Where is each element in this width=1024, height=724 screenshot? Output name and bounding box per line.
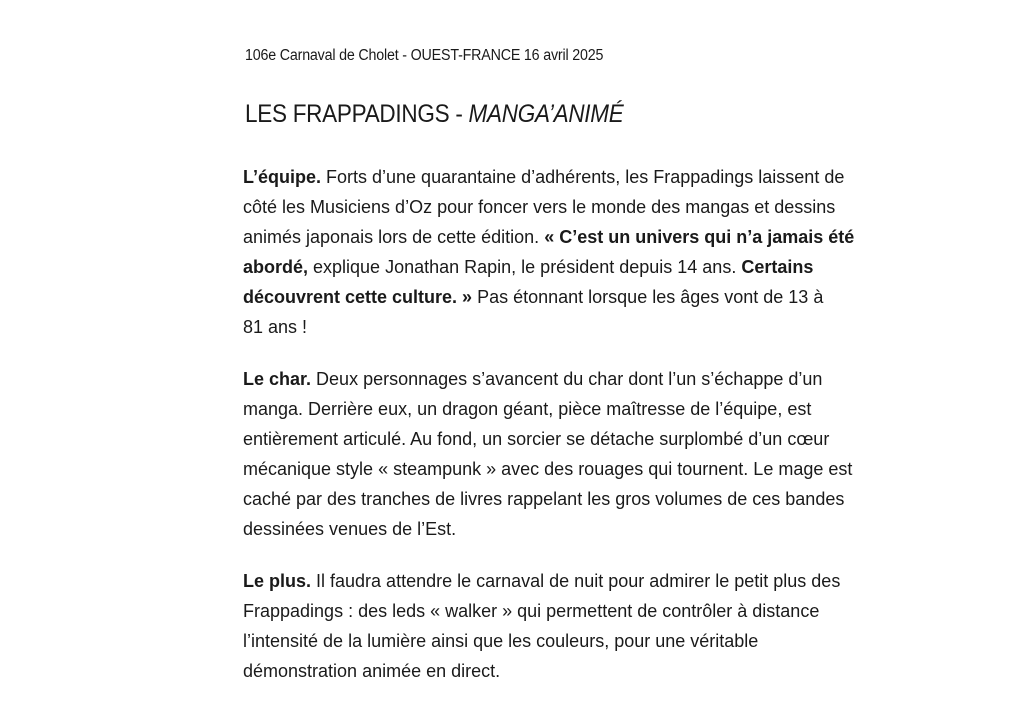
text-line — [243, 282, 933, 312]
paragraph-char — [243, 364, 933, 544]
bold-segment: abordé, — [243, 257, 309, 277]
text-line — [243, 454, 933, 484]
text-line — [243, 484, 933, 514]
bold-segment: découvrent cette culture. » — [243, 287, 473, 307]
text-segment: Il faudra attendre le carnaval de nuit pour admirer le petit plus des — [311, 571, 841, 591]
text-line — [243, 364, 933, 394]
text-line — [243, 222, 933, 252]
bold-segment: Le plus. — [243, 571, 312, 591]
text-segment: animés japonais lors de cette édition. — [243, 227, 545, 247]
source-line: 106e Carnaval de Cholet - OUEST-FRANCE 16 avril 2025 — [245, 47, 604, 64]
text-line — [243, 424, 933, 454]
text-segment: démonstration animée en direct. — [243, 661, 501, 681]
text-line — [243, 514, 933, 544]
paragraph-equipe — [243, 162, 933, 342]
text-segment: l’intensité de la lumière ainsi que les couleurs, pour une véritable — [243, 631, 759, 651]
text-line — [243, 162, 933, 192]
text-segment: côté les Musiciens d’Oz pour foncer vers le monde des mangas et dessins — [243, 197, 836, 217]
text-line — [243, 394, 933, 424]
title-main: LES FRAPPADINGS - — [245, 100, 469, 128]
article-body — [243, 162, 933, 708]
text-line — [243, 312, 933, 342]
bold-segment: Certains — [741, 257, 814, 277]
text-segment: dessinées venues de l’Est. — [243, 519, 457, 539]
text-segment: Forts d’une quarantaine d’adhérents, les Frappadings laissent de — [321, 167, 845, 187]
text-segment: Frappadings : des leds « walker » qui permettent de contrôler à distance — [243, 601, 820, 621]
text-line — [243, 566, 933, 596]
paragraph-plus — [243, 566, 933, 686]
text-segment: manga. Derrière eux, un dragon géant, pièce maîtresse de l’équipe, est — [243, 399, 812, 419]
text-line — [243, 656, 933, 686]
text-segment: explique Jonathan Rapin, le président depuis 14 ans. — [308, 257, 742, 277]
bold-segment: « C’est un univers qui n’a jamais été — [544, 227, 855, 247]
text-segment: Deux personnages s’avancent du char dont l’un s’échappe d’un — [311, 369, 823, 389]
article-title — [245, 100, 624, 129]
title-italic: MANGA’ANIMÉ — [468, 100, 624, 128]
text-line — [243, 192, 933, 222]
text-line — [243, 252, 933, 282]
text-segment: mécanique style « steampunk » avec des rouages qui tournent. Le mage est — [243, 459, 853, 479]
text-segment: entièrement articulé. Au fond, un sorcier se détache surplombé d’un cœur — [243, 429, 830, 449]
text-segment: caché par des tranches de livres rappelant les gros volumes de ces bandes — [243, 489, 845, 509]
bold-segment: Le char. — [243, 369, 312, 389]
text-segment: 81 ans ! — [243, 317, 308, 337]
text-line — [243, 596, 933, 626]
text-line — [243, 626, 933, 656]
bold-segment: L’équipe. — [243, 167, 322, 187]
text-segment: Pas étonnant lorsque les âges vont de 13 à — [472, 287, 824, 307]
